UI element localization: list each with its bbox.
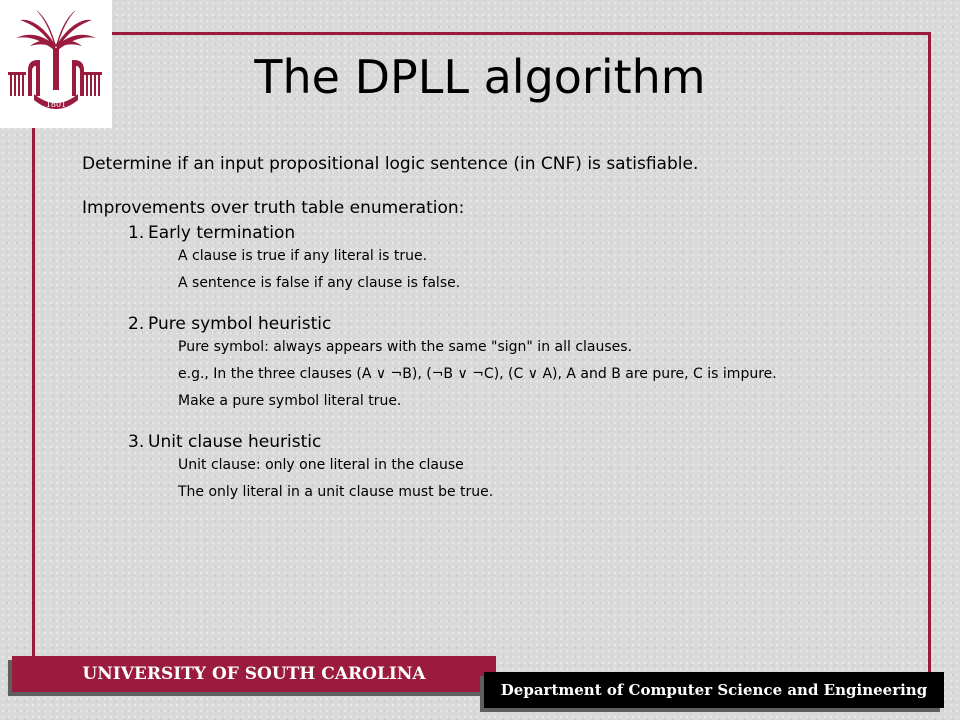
sub-item: Make a pure symbol literal true.	[178, 393, 402, 409]
frame-line-right	[928, 32, 931, 672]
list-item-label: Pure symbol heuristic	[148, 314, 332, 334]
sub-item: A sentence is false if any clause is false.	[178, 275, 461, 291]
sub-item: The only literal in a unit clause must be true.	[178, 484, 494, 500]
frame-line-left	[32, 128, 35, 658]
svg-text:1801: 1801	[45, 100, 67, 109]
list-item-unit-clause	[128, 429, 872, 455]
list-item-label: Unit clause heuristic	[148, 432, 322, 452]
list-item-label: Early termination	[148, 223, 296, 243]
university-banner: UNIVERSITY OF SOUTH CAROLINA	[12, 656, 496, 692]
sub-item: Unit clause: only one literal in the clause	[178, 457, 464, 473]
department-banner: Department of Computer Science and Engineering	[484, 672, 944, 708]
sub-item: A clause is true if any literal is true.	[178, 248, 428, 264]
sub-item: Pure symbol: always appears with the same "sign" in all clauses.	[178, 339, 633, 355]
sub-item: e.g., In the three clauses (A ∨ ¬B), (¬B ∨ ¬C), (C ∨ A), A and B are pure, C is impure.	[178, 366, 777, 382]
slide-title: The DPLL algorithm	[254, 50, 706, 104]
list-number: 3.	[128, 432, 145, 452]
improvements-heading: Improvements over truth table enumeration:	[82, 198, 465, 218]
slide-body	[82, 152, 872, 502]
list-item-early-termination	[128, 220, 872, 246]
intro-text: Determine if an input propositional logic sentence (in CNF) is satisfiable.	[82, 154, 699, 174]
list-number: 2.	[128, 314, 145, 334]
list-item-pure-symbol	[128, 311, 872, 337]
frame-line-top	[112, 32, 930, 35]
list-number: 1.	[128, 223, 145, 243]
